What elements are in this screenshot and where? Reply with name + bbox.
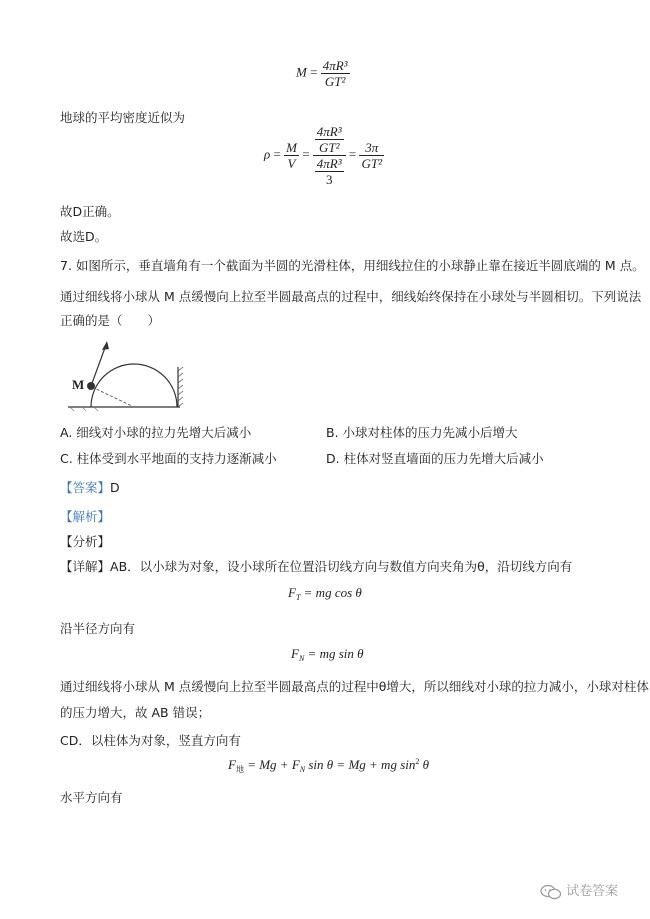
option-b: B. 小球对柱体的压力先减小后增大: [326, 425, 518, 440]
density-lhs: ρ: [264, 146, 271, 162]
question-line-1: 7. 如图所示，垂直墙角有一个截面为半圆的光滑柱体，用细线拉住的小球静止靠在接近半圆底端的 M 点。: [60, 258, 645, 273]
fenxi-tag: 【分析】: [60, 534, 111, 549]
formula-fdi-rhs2: sin θ = Mg + mg sin: [305, 757, 416, 772]
formula-ft-rhs: = mg cos θ: [303, 585, 362, 600]
option-d: D. 柱体对竖直墙面的压力先增大后减小: [326, 451, 544, 466]
watermark-text: 试卷答案: [566, 884, 619, 899]
formula-ft: [288, 585, 362, 602]
formula-fdi-lhs: F: [228, 757, 236, 772]
density-rhs-fraction: [359, 140, 384, 171]
detail-tag: 【详解】: [60, 559, 111, 574]
formula-fn-sub: N: [298, 654, 305, 663]
density-rhs-den: GT²: [361, 156, 382, 171]
question-line-3: 正确的是（ ）: [60, 313, 161, 328]
density-big-den-den: 3: [325, 172, 333, 187]
question-figure: [60, 335, 190, 415]
answer-line: [60, 478, 120, 496]
text-d-correct: 故D正确。: [60, 204, 120, 219]
formula-mass-lhs: M: [296, 64, 307, 80]
figure-wall-hatch: [178, 367, 183, 407]
formula-mass-fraction: [321, 58, 350, 89]
formula-fdi: [228, 757, 429, 775]
figure-label-m: M: [72, 377, 85, 392]
formula-fdi-rhs1: = Mg + F: [247, 757, 300, 772]
formula-ft-sub: T: [295, 593, 301, 602]
figure-arrow-head: [102, 341, 109, 350]
formula-fn-lhs: F: [291, 646, 299, 661]
formula-fdi-sub: 地: [235, 765, 244, 774]
wechat-icon: [540, 884, 562, 900]
figure-semicircle: [91, 364, 177, 407]
density-big-num: [313, 124, 346, 156]
figure-string: [91, 345, 106, 386]
analysis-tag: 【解析】: [60, 509, 111, 524]
formula-density: ρ = $\frac{M}{V}$ = $\frac{\frac{\text{4πR³}}{\text{GT²}}}{\frac{\text{4πR³}}{3}}$ = $\frac{3\pi}{\text{GT²}}$: [264, 124, 382, 187]
formula-mass-num: 4πR³: [322, 58, 348, 73]
answer-tag: 【答案】: [60, 480, 111, 495]
watermark: [540, 880, 618, 900]
density-rhs-num: 3π: [359, 140, 384, 156]
density-big-num-den: GT²: [318, 140, 340, 155]
formula-fn-rhs: = mg sin θ: [307, 646, 364, 661]
formula-fn: [291, 646, 364, 663]
detail-line-1: [60, 557, 572, 575]
detail-text-1: AB．以小球为对象，设小球所在位置沿切线方向与数值方向夹角为θ，沿切线方向有: [110, 559, 573, 574]
text-choose-d: 故选D。: [60, 229, 108, 244]
figure-radius: [92, 387, 134, 407]
formula-fdi-rhs3: θ: [419, 757, 430, 772]
density-big-num-num: 4πR³: [316, 124, 342, 139]
figure-ground-hatch: [70, 407, 98, 411]
formula-mass: M = $\frac{\text{4πR³}}{\text{GT²}}$: [296, 58, 348, 89]
density-big-den: [313, 156, 346, 187]
option-a: A. 细线对小球的拉力先增大后减小: [60, 425, 252, 440]
option-c: C. 柱体受到水平地面的支持力逐渐减小: [60, 451, 277, 466]
text-radial: 沿半径方向有: [60, 621, 136, 636]
cd-line: CD．以柱体为对象，竖直方向有: [60, 733, 241, 748]
formula-fdi-sup: 2: [415, 757, 420, 766]
formula-ft-lhs: F: [288, 585, 296, 600]
answer-value: D: [110, 480, 120, 495]
density-mid-num: M: [286, 140, 297, 155]
formula-fdi-rhs-sub: N: [299, 765, 306, 774]
detail-line-2: 通过细线将小球从 M 点缓慢向上拉至半圆最高点的过程中θ增大，所以细线对小球的拉力减小，小球对柱体: [60, 679, 649, 694]
density-mid-den: V: [287, 156, 296, 171]
density-intro: 地球的平均密度近似为: [60, 110, 186, 125]
text-horizontal: 水平方向有: [60, 790, 123, 805]
formula-mass-den: GT²: [324, 74, 346, 89]
density-big-den-num: 4πR³: [316, 156, 342, 171]
detail-line-3: 的压力增大，故 AB 错误；: [60, 705, 211, 720]
density-mid-fraction: [284, 140, 299, 171]
question-line-2: 通过细线将小球从 M 点缓慢向上拉至半圆最高点的过程中，细线始终保持在小球处与半圆相切。下列说法: [60, 289, 642, 304]
density-big-fraction: [313, 124, 346, 187]
